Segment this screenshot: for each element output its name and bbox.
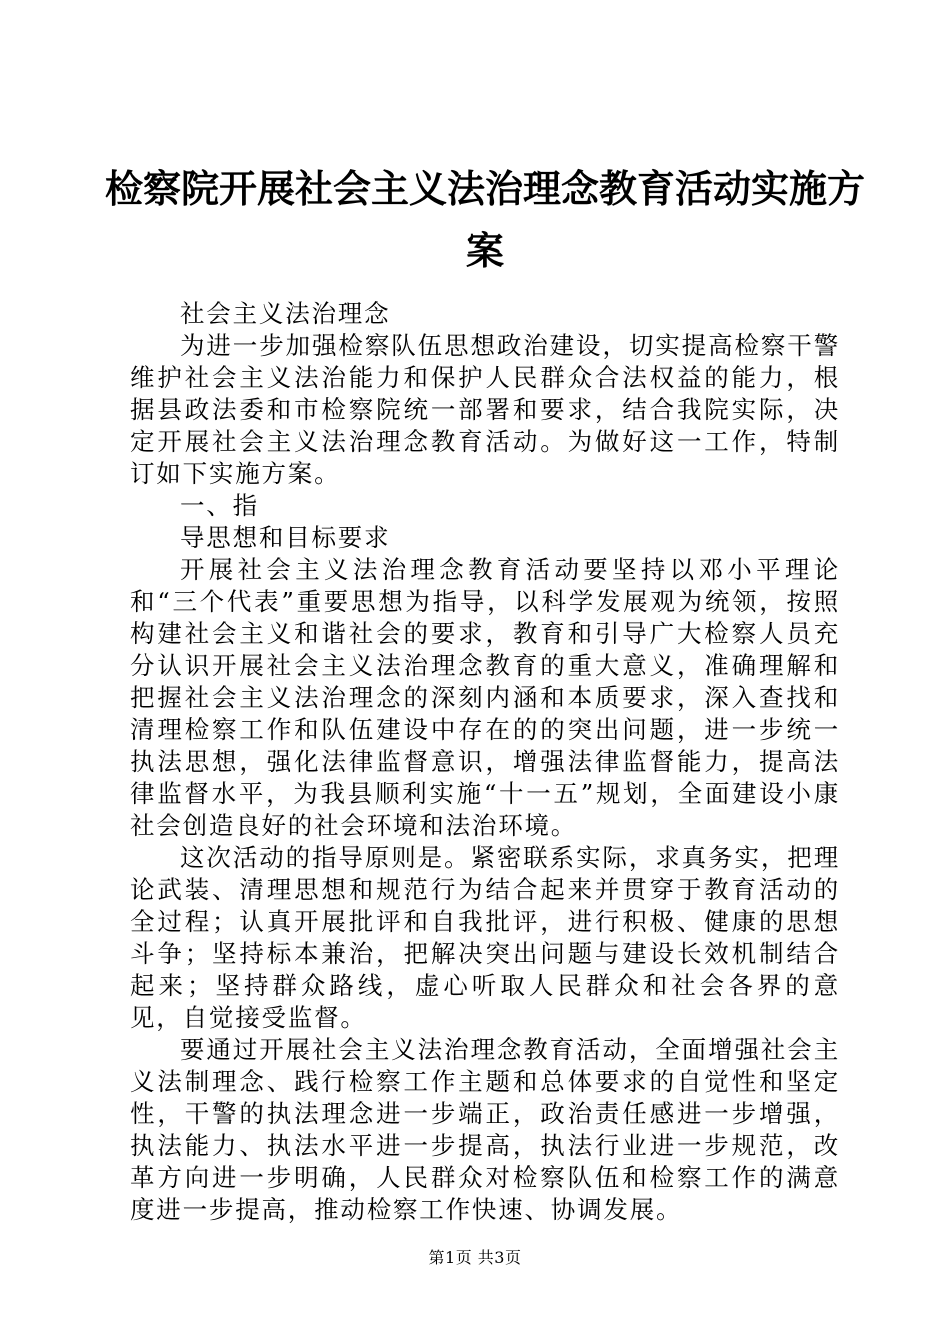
paragraph-guiding-principles: 这次活动的指导原则是。紧密联系实际，求真务实，把理论武装、清理思想和规范行为结合起来并贯穿于教育活动的全过程；认真开展批评和自我批评，进行积极、健康的思想斗争；坚持标本兼治，把解决突出问题与建设长效机制结合起来；坚持群众路线，虚心听取人民群众和社会各界的意见，自觉接受监督。 <box>130 843 840 1032</box>
document-body <box>130 298 840 1226</box>
paragraph-intro: 为进一步加强检察队伍思想政治建设，切实提高检察干警维护社会主义法治能力和保护人民群众合法权益的能力，根据县政法委和市检察院统一部署和要求，结合我院实际，决定开展社会主义法治理念教育活动。为做好这一工作，特制订如下实施方案。 <box>130 331 840 488</box>
page-footer: 第1页 共3页 <box>428 1248 522 1267</box>
paragraph-goals: 要通过开展社会主义法治理念教育活动，全面增强社会主义法制理念、践行检察工作主题和总体要求的自觉性和坚定性，干警的执法理念进一步端正，政治责任感进一步增强，执法能力、执法水平进一步提高，执法行业进一步规范，改革方向进一步明确，人民群众对检察队伍和检察工作的满意度进一步提高，推动检察工作快速、协调发展。 <box>130 1035 840 1224</box>
section-heading-part2: 导思想和目标要求 <box>180 523 391 552</box>
section-heading-part1: 一、指 <box>180 491 259 520</box>
document-title: 检察院开展社会主义法治理念教育活动实施方案 <box>104 166 865 273</box>
paragraph-subtitle: 社会主义法治理念 <box>180 299 391 328</box>
paragraph-guiding-thought: 开展社会主义法治理念教育活动要坚持以邓小平理论和“三个代表”重要思想为指导，以科学发展观为统领，按照构建社会主义和谐社会的要求，教育和引导广大检察人员充分认识开展社会主义法治理念教育的重大意义，准确理解和把握社会主义法治理念的深刻内涵和本质要求，深入查找和清理检察工作和队伍建设中存在的的突出问题，进一步统一执法思想，强化法律监督意识，增强法律监督能力，提高法律监督水平，为我县顺利实施“十一五”规划，全面建设小康社会创造良好的社会环境和法治环境。 <box>130 555 840 840</box>
